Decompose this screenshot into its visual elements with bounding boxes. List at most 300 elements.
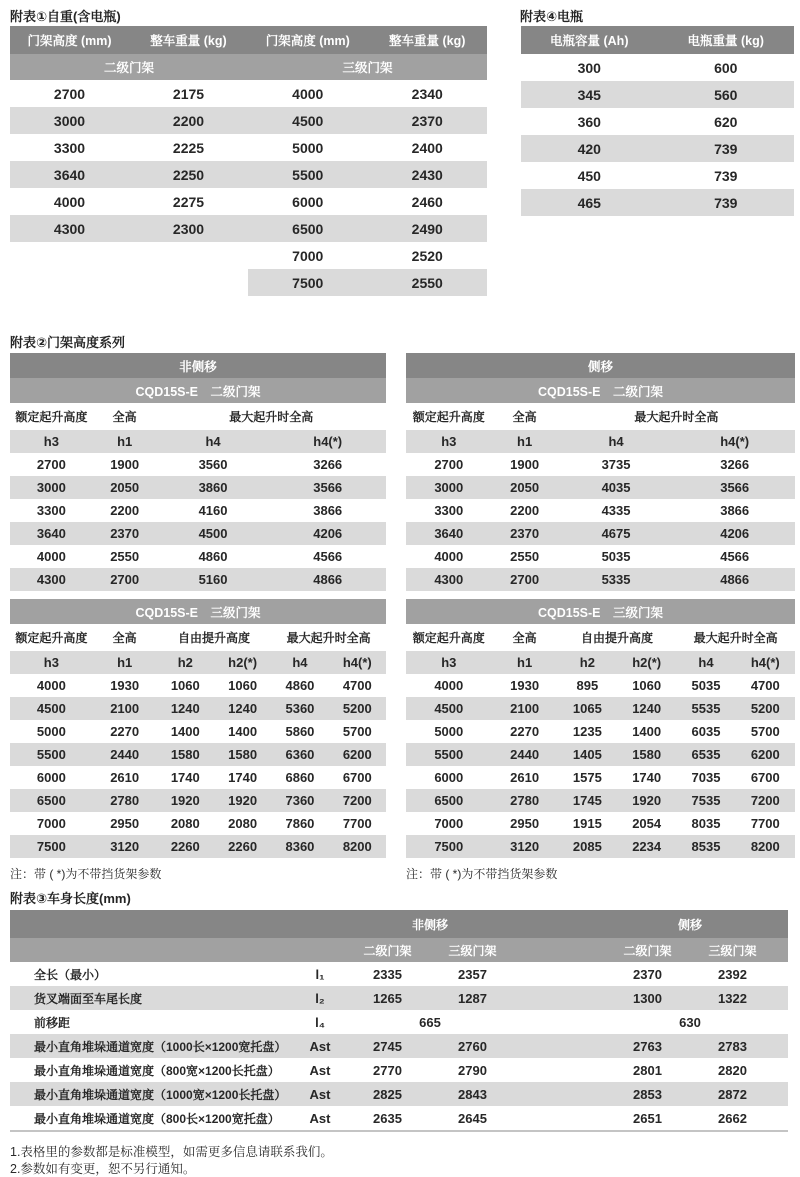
group-header: 二级门架	[10, 54, 248, 80]
cell: 6535	[691, 747, 721, 762]
table1-header-row	[248, 26, 487, 54]
cell: 5535	[691, 701, 721, 716]
cell: 3266	[313, 457, 343, 472]
group-header: CQD15S-E 三级门架	[10, 599, 386, 624]
cell: 2700	[434, 457, 464, 472]
cell: 2770	[373, 1062, 402, 1078]
cell: 2950	[110, 816, 140, 831]
symbol-header: h1	[117, 434, 133, 449]
cell: 3300	[36, 503, 66, 518]
table4-battery	[521, 26, 794, 216]
row-symbol: Ast	[309, 1038, 331, 1054]
cell: 1920	[632, 793, 662, 808]
table2-ss-three-stage-rows	[406, 674, 795, 858]
cell: 2825	[373, 1086, 402, 1102]
cell: 2080	[228, 816, 258, 831]
row-label: 最小直角堆垛通道宽度（800长×1200宽托盘）	[34, 1111, 280, 1126]
table1-header-row	[10, 26, 248, 54]
cell: 2430	[411, 166, 443, 183]
column-header: 侧移	[677, 917, 702, 932]
cell: 2820	[718, 1062, 747, 1078]
cell: 2745	[373, 1038, 402, 1054]
cell: 1322	[718, 990, 747, 1006]
table-row	[10, 161, 248, 188]
cell: 4160	[198, 503, 228, 518]
table-row	[248, 215, 487, 242]
table-row	[10, 476, 386, 499]
cell: 4500	[36, 701, 66, 716]
column-header: 额定起升高度	[412, 410, 485, 424]
table-row	[10, 215, 248, 242]
column-header: 非侧移	[411, 917, 448, 932]
row-label: 最小直角堆垛通道宽度（800宽×1200长托盘）	[34, 1063, 280, 1078]
cell: 8360	[285, 839, 315, 854]
cell: 2080	[170, 816, 200, 831]
cell: 3120	[110, 839, 140, 854]
cell: 360	[577, 113, 601, 130]
cell: 2270	[110, 724, 140, 739]
cell: 2780	[110, 793, 140, 808]
cell: 2100	[510, 701, 540, 716]
table-row	[406, 766, 795, 789]
cell: 2700	[53, 85, 86, 102]
section-gap	[406, 591, 795, 599]
table2-ss-two-stage-rows	[406, 453, 795, 591]
cell: 8535	[691, 839, 721, 854]
cell: 2400	[411, 139, 443, 156]
symbol-header: h2(*)	[228, 655, 258, 670]
symbol-header: h4(*)	[313, 434, 343, 449]
cell: 2780	[510, 793, 540, 808]
table-row	[10, 1082, 788, 1106]
cell: 1235	[572, 724, 602, 739]
cell: 1900	[110, 457, 140, 472]
cell: 7700	[342, 816, 372, 831]
cell: 1740	[228, 770, 258, 785]
cell: 1240	[228, 701, 258, 716]
symbol-header: h4	[292, 655, 308, 670]
column-header: 额定起升高度	[15, 410, 88, 424]
table2-note-left: 注：带 ( *)为不带挡货架参数	[10, 867, 162, 881]
cell: 2950	[510, 816, 540, 831]
symbol-header: h1	[117, 655, 133, 670]
column-header: 二级门架	[363, 943, 412, 958]
cell: 2610	[110, 770, 140, 785]
section-gap	[10, 591, 386, 599]
cell: 6360	[285, 747, 315, 762]
cell: 450	[577, 167, 601, 184]
cell: 1740	[170, 770, 200, 785]
cell: 3640	[434, 526, 464, 541]
cell: 4300	[36, 572, 66, 587]
cell: 4866	[313, 572, 343, 587]
cell: 2234	[632, 839, 662, 854]
cell: 2260	[228, 839, 258, 854]
table-row	[406, 674, 795, 697]
cell: 4675	[601, 526, 631, 541]
row-symbol: l₁	[315, 966, 325, 982]
row-label: 最小直角堆垛通道宽度（1000宽×1200长托盘）	[34, 1087, 287, 1102]
table-row	[10, 766, 386, 789]
cell: 1920	[228, 793, 258, 808]
group-header: 非侧移	[10, 353, 386, 378]
group-header: 三级门架	[248, 54, 487, 80]
table2-ns-three-stage-rows	[10, 674, 386, 858]
cell: 739	[714, 167, 738, 184]
cell: 2872	[718, 1086, 747, 1102]
cell: 1060	[170, 678, 200, 693]
cell: 4300	[53, 220, 86, 237]
table-row	[10, 1058, 788, 1082]
row-label: 最小直角堆垛通道宽度（1000长×1200宽托盘）	[34, 1039, 287, 1054]
footnote-1: 1.表格里的参数都是标准模型，如需更多信息请联系我们。	[10, 1145, 333, 1159]
table-row	[10, 812, 386, 835]
cell: 4300	[434, 572, 464, 587]
table2-note-right: 注：带 ( *)为不带挡货架参数	[406, 867, 558, 881]
column-header: 三级门架	[448, 943, 497, 958]
cell: 3000	[434, 480, 464, 495]
table-row	[10, 674, 386, 697]
cell: 3866	[313, 503, 343, 518]
cell: 2392	[718, 966, 747, 982]
cell: 5500	[434, 747, 464, 762]
cell: 3566	[313, 480, 343, 495]
cell: 2370	[110, 526, 140, 541]
cell: 6000	[36, 770, 66, 785]
table-row	[406, 743, 795, 766]
table2-symbol-row	[10, 430, 386, 453]
cell: 1575	[572, 770, 602, 785]
symbol-header: h4(*)	[750, 655, 780, 670]
cell: 1930	[510, 678, 540, 693]
cell: 8035	[691, 816, 721, 831]
cell: 2054	[632, 816, 662, 831]
cell: 2370	[411, 112, 443, 129]
cell: 6500	[292, 220, 324, 237]
cell: 5035	[691, 678, 721, 693]
cell: 3560	[198, 457, 228, 472]
cell: 1287	[458, 990, 487, 1006]
cell: 3735	[601, 457, 631, 472]
table3-subheader-row	[10, 938, 788, 962]
cell: 6860	[285, 770, 315, 785]
symbol-header: h4	[608, 434, 624, 449]
cell: 7000	[434, 816, 464, 831]
cell: 2260	[170, 839, 200, 854]
cell: 3860	[198, 480, 228, 495]
row-symbol: l₄	[315, 1014, 325, 1030]
table2-ns-two-stage-rows	[10, 453, 386, 591]
table2-mast-sideshift	[406, 353, 795, 882]
cell: 6035	[691, 724, 721, 739]
table1-three-stage-rows	[248, 80, 487, 296]
cell: 5200	[750, 701, 780, 716]
cell: 5200	[342, 701, 372, 716]
cell: 3000	[53, 112, 86, 129]
cell: 1400	[228, 724, 258, 739]
table-row	[521, 108, 794, 135]
cell: 4500	[198, 526, 228, 541]
column-header: 电瓶重量 (kg)	[687, 34, 764, 48]
cell: 1065	[572, 701, 602, 716]
row-symbol: Ast	[309, 1062, 331, 1078]
cell: 7000	[292, 247, 324, 264]
cell: 2275	[172, 193, 205, 210]
cell: 4700	[342, 678, 372, 693]
table4-title: 附表④电瓶	[520, 9, 584, 24]
symbol-header: h4	[205, 434, 221, 449]
row-symbol: Ast	[309, 1110, 331, 1126]
table2-column-header-row	[10, 624, 386, 651]
table-row	[10, 743, 386, 766]
table-row	[406, 789, 795, 812]
table-row	[521, 135, 794, 162]
cell: 2370	[633, 966, 662, 982]
table2-symbol-row	[406, 651, 795, 674]
cell: 4335	[601, 503, 631, 518]
column-header: 三级门架	[708, 943, 757, 958]
table-row	[521, 81, 794, 108]
table3-bottom-border	[10, 1130, 788, 1132]
table2-symbol-row	[10, 651, 386, 674]
table-row	[10, 986, 788, 1010]
cell: 6700	[750, 770, 780, 785]
table-row	[10, 188, 248, 215]
cell: 3566	[720, 480, 750, 495]
cell: 7500	[434, 839, 464, 854]
column-header: 全高	[512, 631, 537, 645]
table-row	[10, 1010, 788, 1034]
cell: 420	[577, 140, 601, 157]
table-row	[10, 962, 788, 986]
table-row	[248, 107, 487, 134]
cell: 8200	[750, 839, 780, 854]
cell: 5000	[292, 139, 324, 156]
cell: 7035	[691, 770, 721, 785]
column-header: 门架高度 (mm)	[265, 34, 350, 48]
cell: 2200	[110, 503, 140, 518]
group-header: 侧移	[406, 353, 795, 378]
cell: 7500	[292, 274, 324, 291]
row-label: 前移距	[34, 1015, 71, 1030]
cell: 4000	[36, 678, 66, 693]
cell: 5335	[601, 572, 631, 587]
footnotes	[10, 1144, 333, 1177]
cell: 2050	[510, 480, 540, 495]
table4-header-row	[521, 26, 794, 54]
cell: 7860	[285, 816, 315, 831]
group-header: CQD15S-E 二级门架	[406, 378, 795, 403]
cell: 2225	[172, 139, 205, 156]
cell: 2783	[718, 1038, 747, 1054]
cell: 2635	[373, 1110, 402, 1126]
table-row	[406, 453, 795, 476]
cell: 7700	[750, 816, 780, 831]
table1-self-weight	[10, 26, 487, 296]
cell: 4000	[292, 85, 324, 102]
table-row	[406, 476, 795, 499]
cell: 1400	[170, 724, 200, 739]
cell: 1240	[632, 701, 662, 716]
cell: 3120	[510, 839, 540, 854]
table-row	[10, 789, 386, 812]
cell: 2357	[458, 966, 487, 982]
cell: 6200	[750, 747, 780, 762]
table-row	[10, 720, 386, 743]
column-header: 全高	[512, 410, 537, 424]
row-symbol: l₂	[315, 990, 325, 1006]
cell: 2440	[510, 747, 540, 762]
cell: 4700	[750, 678, 780, 693]
table1-three-stage-section	[248, 26, 487, 296]
cell: 2843	[458, 1086, 487, 1102]
cell: 3266	[720, 457, 750, 472]
cell: 1060	[632, 678, 662, 693]
cell: 2651	[633, 1110, 662, 1126]
cell: 4000	[53, 193, 86, 210]
cell: 5360	[285, 701, 315, 716]
cell: 5700	[342, 724, 372, 739]
table3-rows	[10, 962, 788, 1130]
cell: 1915	[572, 816, 602, 831]
symbol-header: h3	[441, 434, 457, 449]
column-header: 电瓶容量 (Ah)	[550, 34, 629, 48]
symbol-header: h3	[441, 655, 457, 670]
symbol-header: h2(*)	[632, 655, 662, 670]
cell: 3300	[53, 139, 86, 156]
cell: 2050	[110, 480, 140, 495]
cell: 4500	[434, 701, 464, 716]
cell: 895	[576, 678, 599, 693]
cell: 7200	[342, 793, 372, 808]
row-label: 货叉端面至车尾长度	[34, 991, 143, 1006]
table-row	[521, 189, 794, 216]
symbol-header: h4(*)	[342, 655, 372, 670]
column-header: 自由提升高度	[177, 631, 250, 645]
cell: 4860	[285, 678, 315, 693]
symbol-header: h1	[517, 655, 533, 670]
table-row	[248, 134, 487, 161]
column-header: 最大起升时全高	[634, 410, 719, 424]
table-row	[406, 720, 795, 743]
cell: 2801	[633, 1062, 662, 1078]
cell: 2610	[510, 770, 540, 785]
cell: 2460	[411, 193, 443, 210]
table-row	[10, 522, 386, 545]
cell: 2175	[172, 85, 205, 102]
cell: 5500	[36, 747, 66, 762]
cell: 4566	[313, 549, 343, 564]
row-label: 全长（最小）	[34, 967, 107, 982]
row-symbol: Ast	[309, 1086, 331, 1102]
cell: 5500	[292, 166, 324, 183]
cell: 300	[577, 59, 601, 76]
column-header: 全高	[112, 631, 137, 645]
cell: 4566	[720, 549, 750, 564]
cell: 5000	[434, 724, 464, 739]
table4-rows	[521, 54, 794, 216]
table2-mast-non-sideshift	[10, 353, 386, 882]
table-row	[248, 161, 487, 188]
table2-column-header-row	[406, 403, 795, 430]
symbol-header: h2	[579, 655, 595, 670]
cell: 3300	[434, 503, 464, 518]
cell: 4500	[292, 112, 324, 129]
cell: 4860	[198, 549, 228, 564]
cell: 2853	[633, 1086, 662, 1102]
cell: 6200	[342, 747, 372, 762]
cell: 2700	[36, 457, 66, 472]
table-row	[10, 697, 386, 720]
cell: 5700	[750, 724, 780, 739]
cell: 2700	[510, 572, 540, 587]
symbol-header: h4(*)	[720, 434, 750, 449]
cell: 4206	[720, 526, 750, 541]
cell: 2763	[633, 1038, 662, 1054]
cell: 2200	[172, 112, 205, 129]
cell: 6000	[434, 770, 464, 785]
column-header: 最大起升时全高	[693, 631, 778, 645]
cell: 2490	[411, 220, 443, 237]
symbol-header: h2	[177, 655, 193, 670]
table-row	[406, 697, 795, 720]
cell: 1300	[633, 990, 662, 1006]
table-row	[10, 568, 386, 591]
table1-two-stage-rows	[10, 80, 248, 242]
group-header: CQD15S-E 三级门架	[406, 599, 795, 624]
table-row	[248, 269, 487, 296]
cell: 1240	[170, 701, 200, 716]
table1-title: 附表①自重(含电瓶)	[10, 9, 121, 24]
cell: 2370	[510, 526, 540, 541]
cell-merged-non-sideshift: 665	[419, 1014, 441, 1030]
symbol-header: h3	[43, 434, 59, 449]
table-row	[10, 1106, 788, 1130]
table2-column-header-row	[10, 403, 386, 430]
table-row	[406, 545, 795, 568]
cell: 4866	[720, 572, 750, 587]
symbol-header: h1	[517, 434, 533, 449]
symbol-header: h4	[698, 655, 714, 670]
table-row	[10, 835, 386, 858]
cell: 2550	[510, 549, 540, 564]
table2-title: 附表②门架高度系列	[10, 335, 126, 350]
table2-symbol-row	[406, 430, 795, 453]
column-header: 最大起升时全高	[229, 410, 314, 424]
cell: 8200	[342, 839, 372, 854]
table-row	[10, 545, 386, 568]
table-row	[521, 54, 794, 81]
cell: 2700	[110, 572, 140, 587]
column-header: 最大起升时全高	[286, 631, 371, 645]
cell: 5160	[198, 572, 228, 587]
cell: 6500	[434, 793, 464, 808]
table-row	[406, 522, 795, 545]
cell: 1920	[170, 793, 200, 808]
cell: 2300	[172, 220, 205, 237]
table-row	[521, 162, 794, 189]
column-header: 二级门架	[623, 943, 672, 958]
cell: 3640	[36, 526, 66, 541]
cell: 1580	[228, 747, 258, 762]
cell: 465	[577, 194, 601, 211]
cell: 5000	[36, 724, 66, 739]
cell: 4000	[36, 549, 66, 564]
footnote-2: 2.参数如有变更，恕不另行通知。	[10, 1162, 196, 1176]
table-row	[248, 80, 487, 107]
cell: 2270	[510, 724, 540, 739]
cell: 7500	[36, 839, 66, 854]
